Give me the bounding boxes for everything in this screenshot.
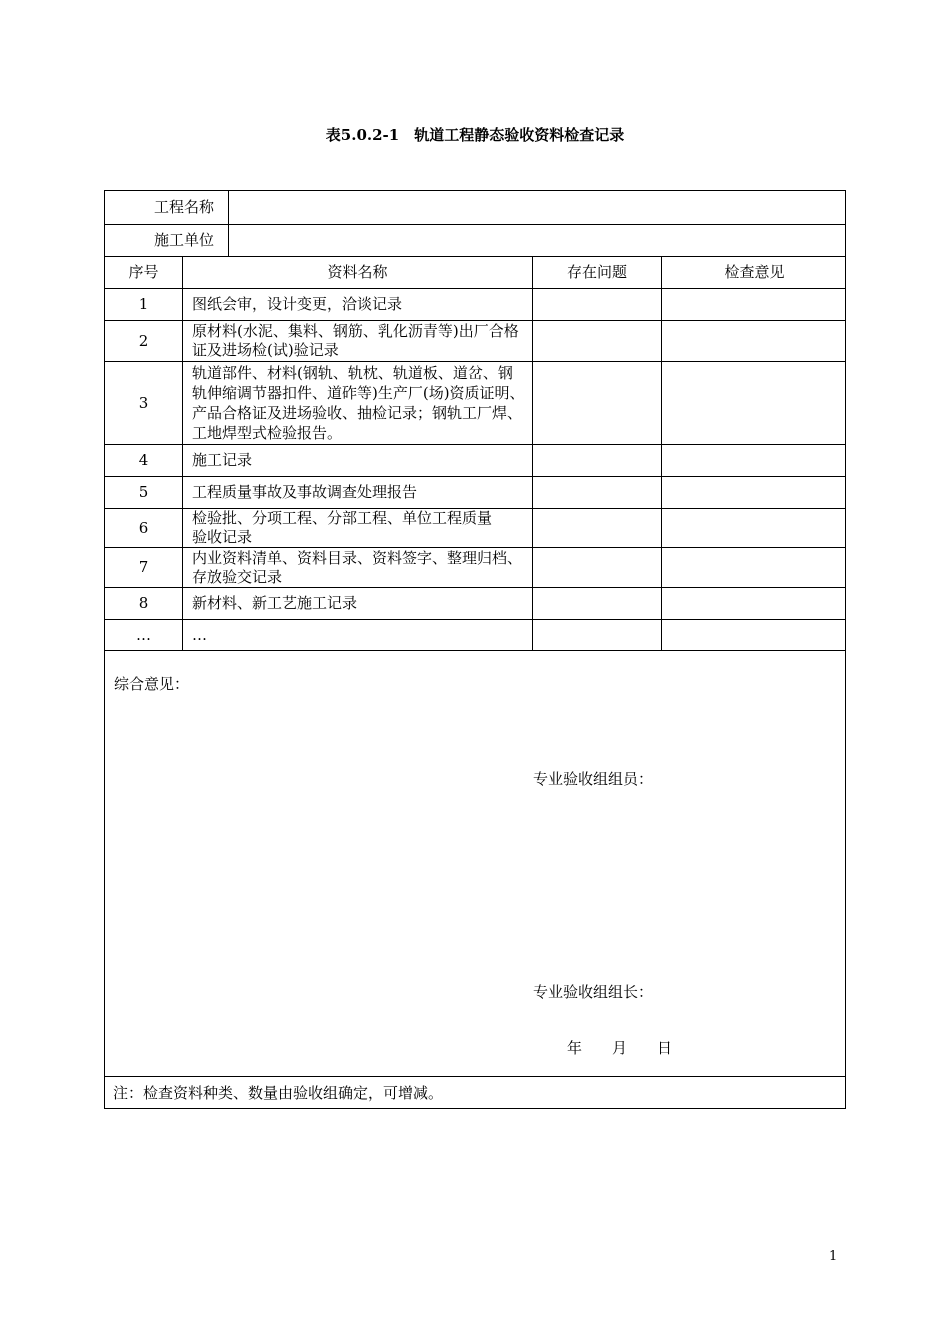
row-document-name: 检验批、分项工程、分部工程、单位工程质量验收记录: [182, 509, 532, 547]
row-problems-field[interactable]: [532, 289, 661, 320]
summary-section[interactable]: [105, 651, 845, 1077]
table-row: [105, 445, 845, 477]
table-row: [105, 362, 845, 445]
row-seq: 2: [138, 331, 149, 350]
row-document-name: 施工记录: [182, 445, 532, 476]
row-problems-field[interactable]: [532, 477, 661, 508]
row-document-name: 轨道部件、材料(钢轨、轨枕、轨道板、道岔、钢轨伸缩调节器扣件、道砟等)生产厂(场)资质证明、产品合格证及进场验收、抽检记录；钢轨工厂焊、工地焊型式检验报告。: [182, 362, 532, 444]
column-header-problems: 存在问题: [532, 257, 661, 288]
table-row: [105, 321, 845, 362]
row-problems-field[interactable]: [532, 620, 661, 650]
row-document-name: 图纸会审，设计变更，洽谈记录: [182, 289, 532, 320]
row-opinion-field[interactable]: [661, 362, 847, 444]
table-row: [105, 289, 845, 321]
member-signature-label: 专业验收组组员：: [533, 770, 654, 788]
row-opinion-field[interactable]: [661, 445, 847, 476]
table-row: [105, 477, 845, 509]
row-opinion-field[interactable]: [661, 477, 847, 508]
row-problems-field[interactable]: [532, 321, 661, 361]
table-row: [105, 620, 845, 651]
row-opinion-field[interactable]: [661, 548, 847, 587]
row-problems-field[interactable]: [532, 588, 661, 619]
row-opinion-field[interactable]: [661, 509, 847, 547]
table-row: [105, 588, 845, 620]
row-seq: 4: [138, 451, 149, 469]
column-header-opinion: 检查意见: [661, 257, 847, 288]
row-problems-field[interactable]: [532, 362, 661, 444]
row-opinion-field[interactable]: [661, 620, 847, 650]
note-row: [105, 1077, 845, 1108]
row-problems-field[interactable]: [532, 509, 661, 547]
project-name-field[interactable]: [228, 191, 845, 224]
table-row: [105, 548, 845, 588]
column-header-seq: 序号: [128, 263, 159, 281]
construction-unit-field[interactable]: [228, 225, 845, 256]
row-document-name: 原材料(水泥、集料、钢筋、乳化沥青等)出厂合格证及进场检(试)验记录: [182, 321, 532, 361]
table-header-row: [105, 257, 845, 289]
row-seq: 7: [138, 558, 149, 576]
row-seq: 8: [138, 594, 149, 612]
row-opinion-field[interactable]: [661, 321, 847, 361]
row-seq: …: [136, 625, 151, 644]
row-seq: 5: [138, 483, 149, 501]
row-document-name: 新材料、新工艺施工记录: [182, 588, 532, 619]
row-problems-field[interactable]: [532, 445, 661, 476]
row-seq: 3: [138, 393, 149, 412]
table-row: [105, 509, 845, 548]
row-document-name: 内业资料清单、资料目录、资料签字、整理归档、存放验交记录: [182, 548, 532, 587]
leader-signature-label: 专业验收组组长：: [533, 983, 654, 1001]
page-number: 1: [829, 1249, 838, 1264]
row-seq: 6: [138, 518, 149, 537]
construction-unit-row: [105, 225, 845, 257]
row-problems-field[interactable]: [532, 548, 661, 587]
project-name-label: 工程名称: [153, 198, 214, 216]
row-seq: 1: [138, 295, 149, 313]
column-header-name: 资料名称: [182, 257, 532, 288]
construction-unit-label: 施工单位: [153, 231, 214, 249]
row-opinion-field[interactable]: [661, 289, 847, 320]
row-document-name: 工程质量事故及事故调查处理报告: [182, 477, 532, 508]
date-label: 年 月 日: [567, 1039, 673, 1057]
document-title: 表5.0.2-1 轨道工程静态验收资料检查记录: [325, 126, 625, 144]
inspection-table: [104, 190, 846, 1109]
summary-label: 综合意见：: [114, 675, 190, 693]
row-document-name: …: [182, 620, 532, 650]
row-opinion-field[interactable]: [661, 588, 847, 619]
note-text: 注：检查资料种类、数量由验收组确定，可增减。: [113, 1084, 444, 1102]
project-name-row: [105, 191, 845, 225]
